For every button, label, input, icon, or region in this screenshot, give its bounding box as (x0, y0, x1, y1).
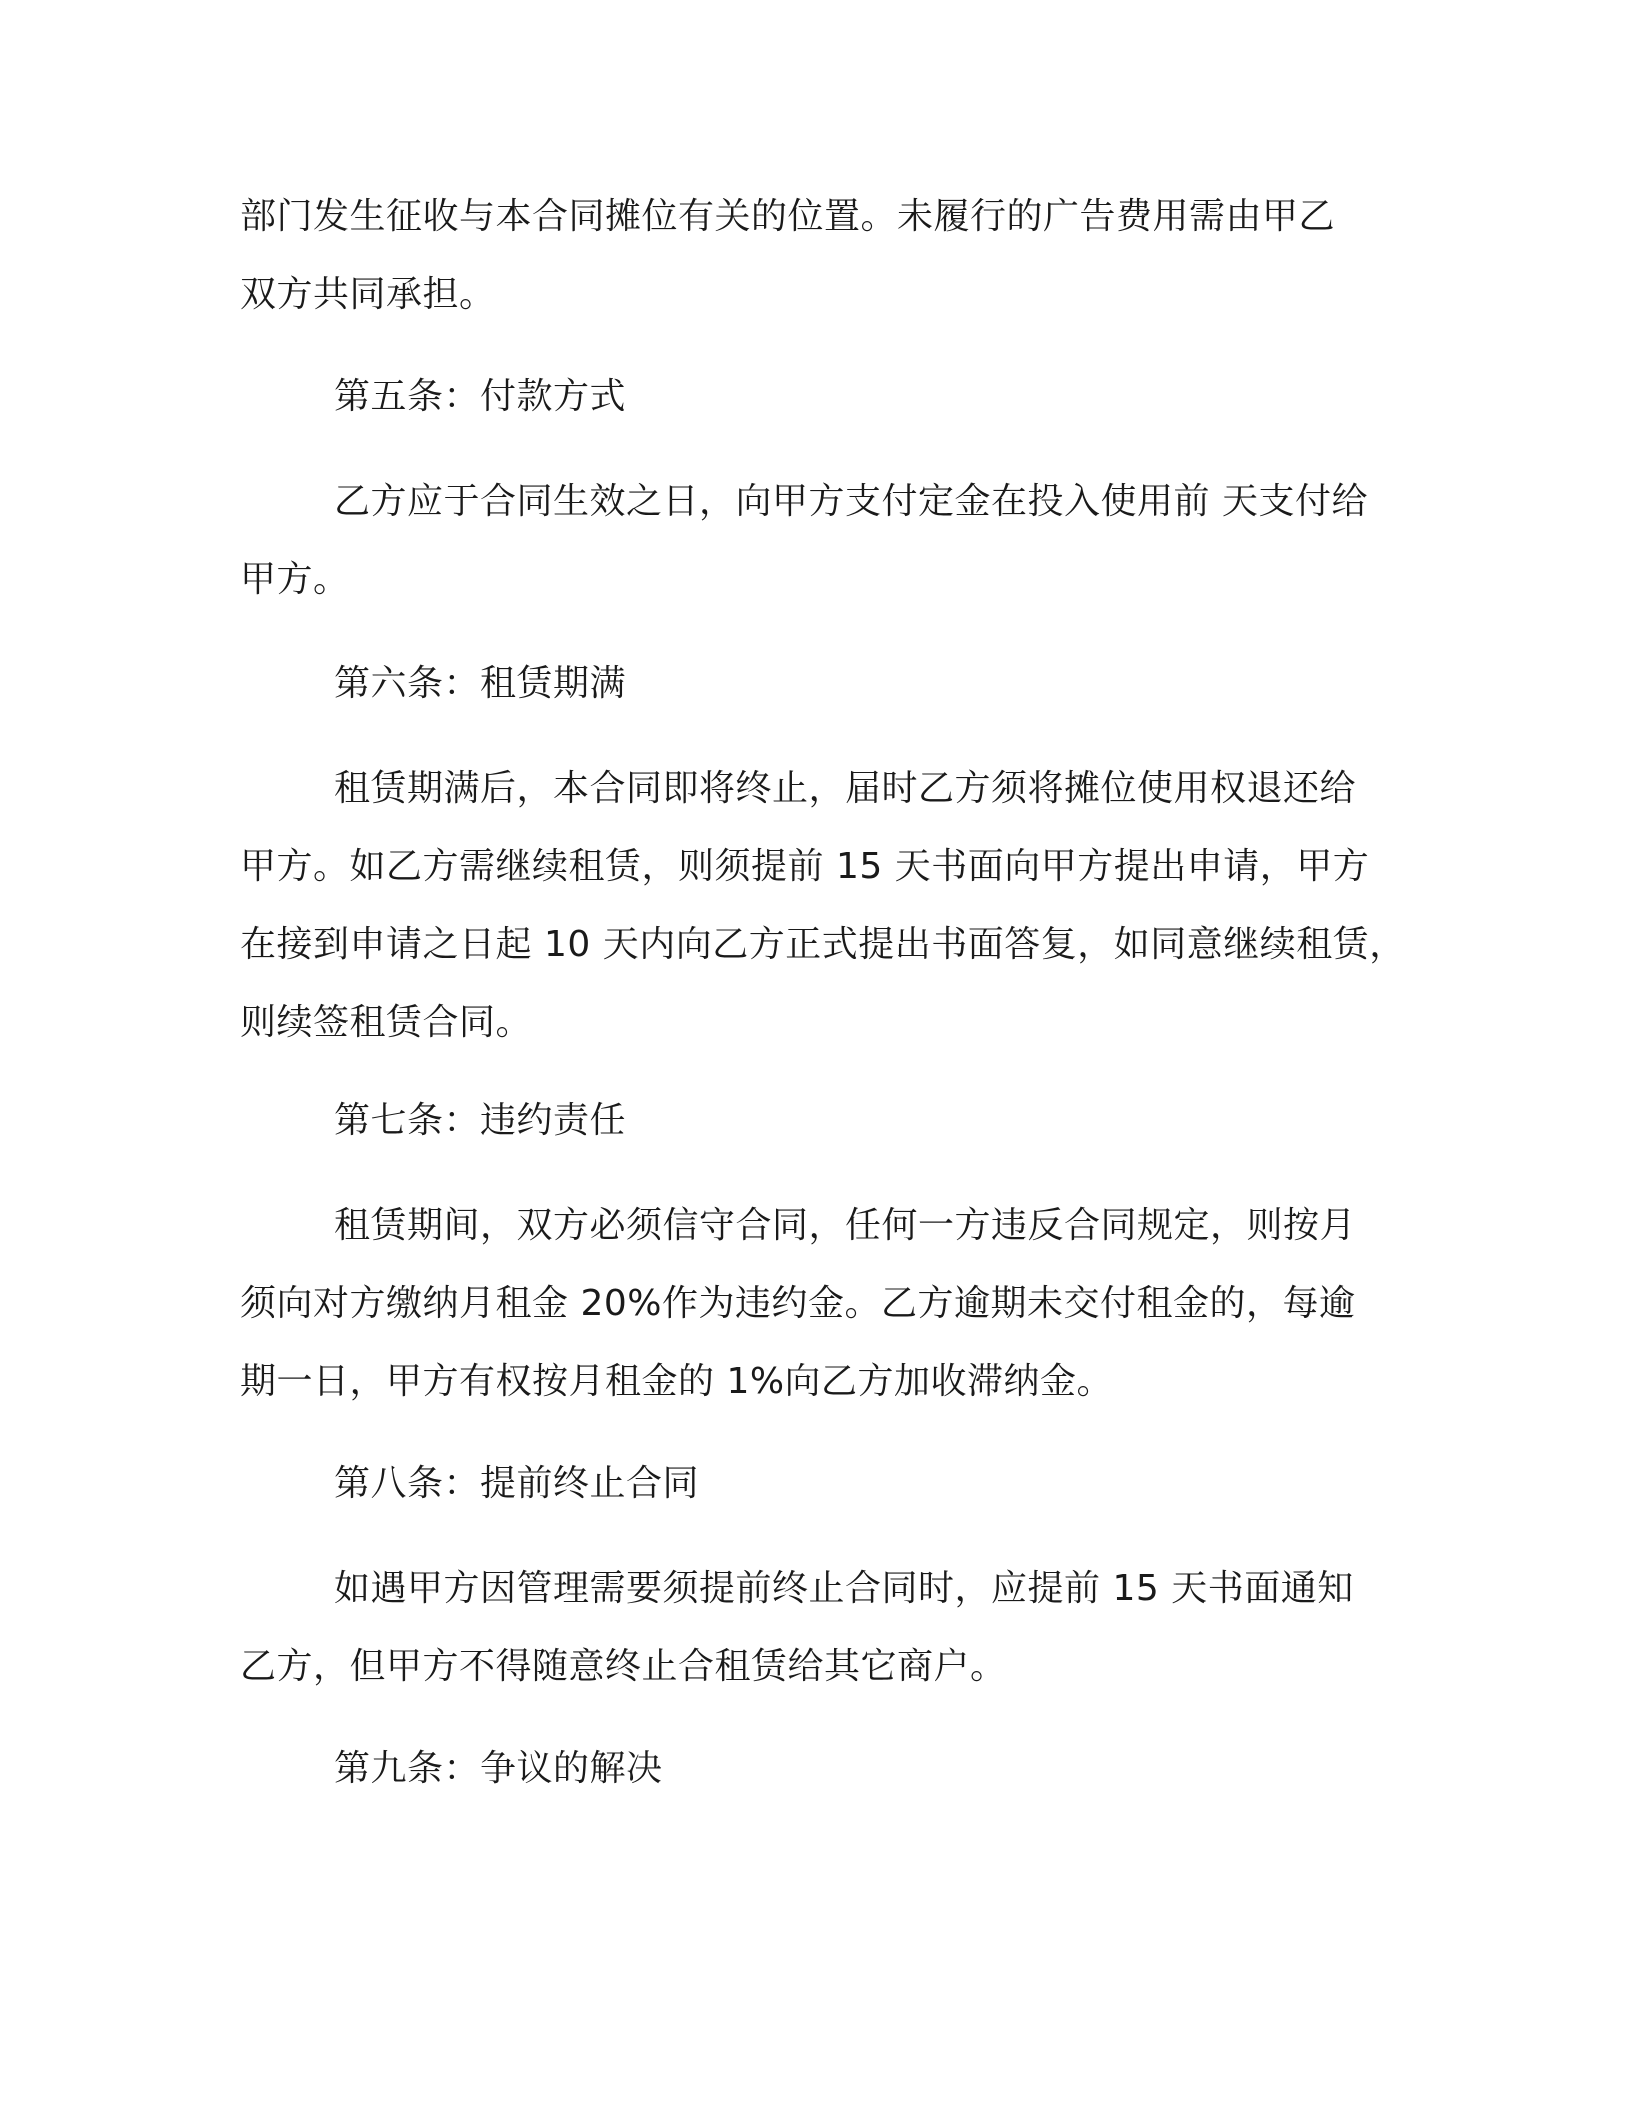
heading-text: 第五条：付款方式 (334, 376, 627, 417)
paragraph-early-termination (240, 1550, 1410, 1706)
article-6-heading (240, 645, 1410, 723)
heading-text: 第九条：争议的解决 (334, 1748, 663, 1789)
paragraph-payment (240, 463, 1410, 619)
paragraph-line: 部门发生征收与本合同摊位有关的位置。未履行的广告费用需由甲乙 (240, 196, 1336, 237)
heading-text: 第八条：提前终止合同 (334, 1463, 700, 1504)
article-5-heading (240, 358, 1410, 436)
paragraph-line: 在接到申请之日起 10 天内向乙方正式提出书面答复，如同意继续租赁， (240, 924, 1406, 965)
paragraph-line: 须向对方缴纳月租金 20%作为违约金。乙方逾期未交付租金的，每逾 (240, 1283, 1356, 1324)
heading-text: 第七条：违约责任 (334, 1100, 627, 1141)
paragraph-line: 则续签租赁合同。 (240, 1002, 533, 1043)
paragraph-line: 如遇甲方因管理需要须提前终止合同时，应提前 15 天书面通知 (334, 1568, 1354, 1609)
paragraph-line: 乙方，但甲方不得随意终止合租赁给其它商户。 (240, 1646, 1007, 1687)
article-9-heading (240, 1730, 1410, 1808)
paragraph-line: 甲方。 (240, 559, 350, 600)
paragraph-advertising-cost (240, 178, 1410, 334)
heading-text: 第六条：租赁期满 (334, 663, 627, 704)
paragraph-line: 双方共同承担。 (240, 274, 496, 315)
paragraph-line: 甲方。如乙方需继续租赁，则须提前 15 天书面向甲方提出申请，甲方 (240, 846, 1370, 887)
paragraph-lease-expiry (240, 750, 1410, 1062)
article-7-heading (240, 1082, 1410, 1160)
paragraph-line: 乙方应于合同生效之日，向甲方支付定金在投入使用前 天支付给 (334, 481, 1368, 522)
article-8-heading (240, 1445, 1410, 1523)
paragraph-line: 租赁期满后，本合同即将终止，届时乙方须将摊位使用权退还给 (334, 768, 1357, 809)
paragraph-breach (240, 1187, 1410, 1421)
paragraph-line: 租赁期间，双方必须信守合同，任何一方违反合同规定，则按月 (334, 1205, 1357, 1246)
paragraph-line: 期一日，甲方有权按月租金的 1%向乙方加收滞纳金。 (240, 1361, 1114, 1402)
